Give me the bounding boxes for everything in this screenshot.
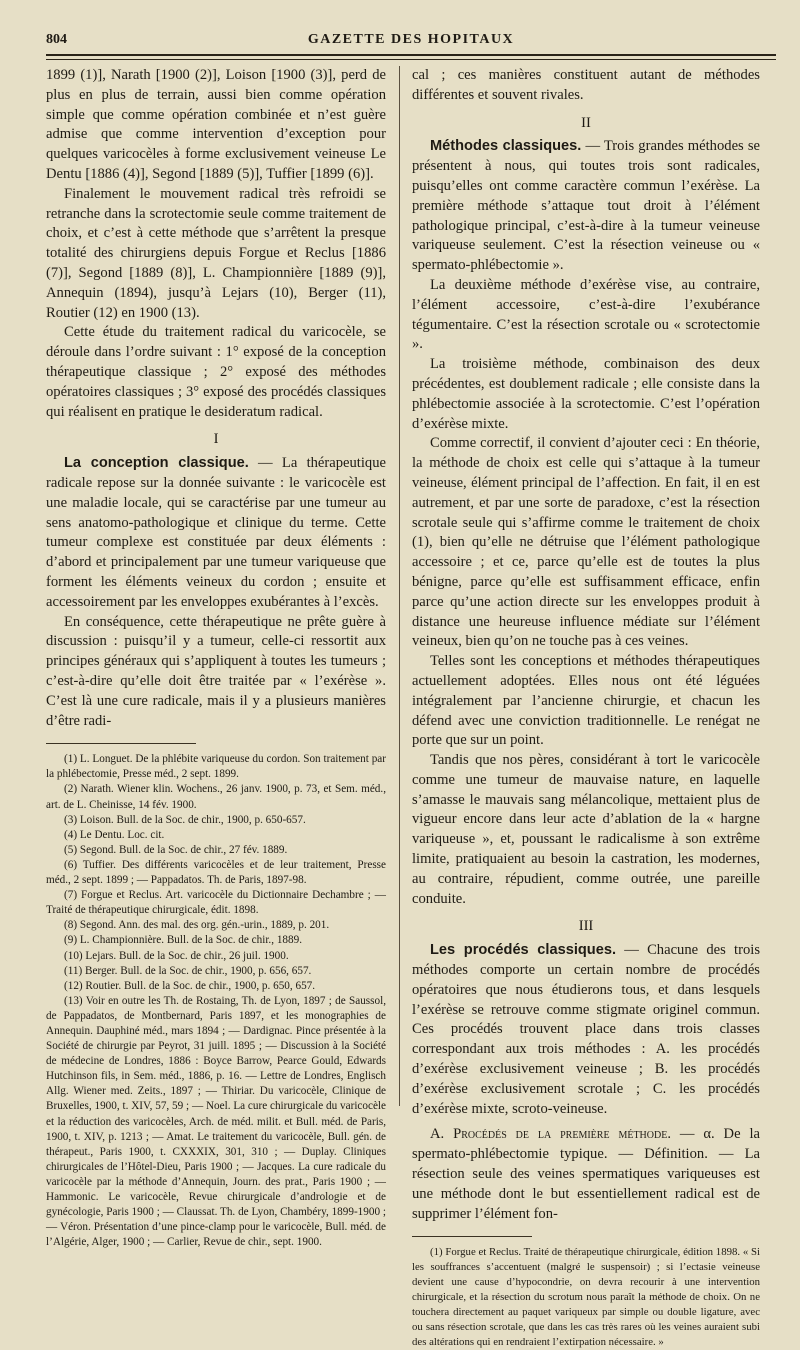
right-column <box>412 66 760 1350</box>
paragraph: Tandis que nos pères, considérant à tort le varicocèle comme une tumeur de mauvaise nature, en laquelle s’amasse le mauvais sang mélancolique, mettaient plus de vigueur encore dans leur acte d’ablation de la « hargne variqueuse », et, poussant le radicalisme à son extrême limite, pratiquaient au besoin la castration, les modernes, au contraire, répudient, comme outrée, une pareille conduite. <box>412 752 760 907</box>
section-number: II <box>581 114 591 131</box>
paragraph: En conséquence, cette thérapeutique ne prête guère à discussion : puisqu’il y a tumeur, celle-ci ressortit aux principes généraux qui s’appliquent à toutes les tumeurs ; c’est-à-dire qu’elle doit être traitée par « l’exérèse ». C’est là une cure radicale, mais il y a plusieurs manières d’être radi- <box>46 613 386 729</box>
footnote: (12) Routier. Bull. de la Soc. de chir., 1900, p. 650, 657. <box>64 979 316 992</box>
section-number: I <box>213 431 219 448</box>
paragraph <box>46 454 386 612</box>
subsection-heading: A. Procédés de la première méthode. <box>430 1126 671 1143</box>
paragraph <box>412 941 760 1119</box>
footnote: (5) Segond. Bull. de la Soc. de chir., 27 fév. 1889. <box>64 843 288 856</box>
footnote: (3) Loison. Bull. de la Soc. de chir., 1900, p. 650-657. <box>64 813 306 826</box>
paragraph <box>412 137 760 276</box>
footnote: (2) Narath. Wiener klin. Wochens., 26 janv. 1900, p. 73, et Sem. méd., art. de L. Cheinisse, 14 fév. 1900. <box>46 783 386 811</box>
paragraph: cal ; ces manières constituent autant de méthodes différentes et souvent rivales. <box>412 67 760 103</box>
paragraph: Comme correctif, il convient d’ajouter ceci : En théorie, la méthode de choix est celle qui s’attaque à la tumeur veineuse, élément principal de l’affection. En fait, il en est autrement, et par une sorte de paradoxe, c’est la résection scrotale seule qui s’affirme comme le traitement de choix (1), bien qu’elle ne détruise que l’élément pathologique accessoire ; et ce, parce qu’elle est de toutes la plus bénigne, parce qu’elle est suffisamment efficace, enfin parce qu’une action directe sur les enveloppes produit à distance une heureuse influence médiate sur l’élément veineux, bien qu’on ne touche pas à ces veines. <box>412 435 760 650</box>
paragraph-body: — La thérapeutique radicale repose sur la donnée suivante : le varicocèle est une maladie locale, qui se caractérise par une tumeur au sens anatomo-pathologique et clinique du terme. Cette tumeur complexe est constituée par deux éléments : d’abord et principalement par une tumeur variqueuse que forment les éléments veineux du cordon ; ensuite et accessoirement par les enveloppes exubérantes à l’excès. <box>46 455 386 610</box>
footnote: (1) Forgue et Reclus. Traité de thérapeutique chirurgicale, édition 1898. « Si les souffrances s’accentuent (malgré le suspensoir) ; si l’ectasie veineuse devient une cause d’hypocondrie, on devra recourir à une intervention chirurgicale, et la résection du scrotum nous paraît la méthode de choix. On ne touchera directement au paquet variqueux par simple ou double ligature, avec ou sans résection scrotale, que dans les cas très rares où les veines auraient subi des altérations qui en rendraient l’extirpation nécessaire. » <box>412 1246 760 1349</box>
footnote: (1) L. Longuet. De la phlébite variqueuse du cordon. Son traitement par la phlébectomie, Presse méd., 2 sept. 1899. <box>46 753 386 781</box>
paragraph-body: — Chacune des trois méthodes comporte un certain nombre de procédés opératoires que nous étudierons tous, et dans lesquels l’exérèse se retrouve comme stigmate originel commun. Ces procédés trouvent place dans trois classes correspondant aux trois méthodes : A. les procédés d’exérèse exclusivement veineuse ; B. les procédés d’exérèse exclusivement scrotale ; C. les procédés d’exérèse mixte, scroto-veineuse. <box>412 942 760 1117</box>
footnote: (10) Lejars. Bull. de la Soc. de chir., 26 juil. 1900. <box>64 949 289 962</box>
paragraph: Finalement le mouvement radical très refroidi se retranche dans la scrotectomie seule comme traitement de choix, et c’est à cette méthode que s’arrêtent la presque totalité des chirurgiens depuis Forgue et Reclus [1886 (7)], Segond [1889 (8)], L. Championnière [1889 (9)], Annequin (1894), jusqu’à Lejars (10), Berger (11), Routier (12) en 1900 (13). <box>46 185 386 321</box>
footnote: (9) L. Championnière. Bull. de la Soc. de chir., 1889. <box>64 934 302 947</box>
footnote-rule <box>46 743 196 744</box>
section-heading: Méthodes classiques. <box>430 138 582 155</box>
paragraph: Cette étude du traitement radical du varicocèle, se déroule dans l’ordre suivant : 1° exposé de la conception thérapeutique classique ; 2° exposé des méthodes opératoires classiques ; 3° exposé des procédés classiques qui réalisent en pratique le desideratum radical. <box>46 324 386 420</box>
paragraph: La deuxième méthode d’exérèse vise, au contraire, l’élément accessoire, c’est-à-dire l’exubérance tégumentaire. C’est la résection scrotale ou « scrotectomie ». <box>412 276 760 353</box>
footnote: (6) Tuffier. Des différents varicocèles et de leur traitement, Presse méd., 2 sept. 1899 ; — Pappadatos. Th. de Paris, 1897-98. <box>46 858 386 887</box>
paragraph-body: — Trois grandes méthodes se présentent à nous, qui toutes trois sont radicales, puisqu’elles ont comme caractère commun l’exérèse. La première méthode s’attaque tout droit à l’élément pathologique principal, c’est-à-dire à la tumeur veineuse variqueuse seulement. C’est la résection veineuse ou « spermato-phlébectomie ». <box>412 138 760 274</box>
paragraph: Telles sont les conceptions et méthodes thérapeutiques actuellement adoptées. Elles nous ont été léguées intégralement par l’ancienne chirurgie, et chacun les défend avec une conviction traditionnelle. Le renégat ne porte que sur un point. <box>412 653 760 749</box>
header-rule-thin <box>46 59 776 60</box>
section-number: III <box>578 918 594 935</box>
paragraph-body: — α. De la spermato-phlébectomie typique. — Définition. — La résection seule des veines spermatiques variqueuses est une méthode dont le but essentiellement radical est de supprimer l’élément fon- <box>412 1126 761 1222</box>
journal-title: GAZETTE DES HOPITAUX <box>307 32 515 47</box>
column-divider <box>399 66 400 1106</box>
footnote-rule <box>412 1236 532 1237</box>
footnote: (11) Berger. Bull. de la Soc. de chir., 1900, p. 656, 657. <box>64 964 312 977</box>
paragraph: 1899 (1)], Narath [1900 (2)], Loison [1900 (3)], perd de plus en plus de terrain, aussi bien comme opération simple que comme opération combinée et n’est guère admise que comme intervention d’exception pour quelques varicocèles à forme exclusivement veineuse Le Dentu [1886 (4)], Segond [1889 (5)], Tuffier [1899 (6)]. <box>46 67 386 182</box>
left-column <box>46 66 386 1250</box>
paragraph: La troisième méthode, combinaison des deux précédentes, est doublement radicale ; elle consiste dans la phlébectomie associée à la scrotectomie. C’est l’opération d’exérèse mixte. <box>412 356 760 432</box>
header-rule <box>46 54 776 56</box>
page-number: 804 <box>46 32 67 47</box>
paragraph <box>412 1125 760 1224</box>
footnote: (4) Le Dentu. Loc. cit. <box>64 828 165 841</box>
section-heading: La conception classique. <box>64 455 249 472</box>
page-header <box>46 26 776 56</box>
footnote: (7) Forgue et Reclus. Art. varicocèle du Dictionnaire Dechambre ; — Traité de thérapeutique chirurgicale, édit. 1898. <box>46 889 386 917</box>
footnote: (8) Segond. Ann. des mal. des org. gén.-urin., 1889, p. 201. <box>64 919 330 932</box>
footnotes <box>46 752 386 1250</box>
section-heading: Les procédés classiques. <box>430 942 617 959</box>
footnote: (13) Voir en outre les Th. de Rostaing, Th. de Lyon, 1897 ; de Saussol, de Pappadatos, de Montbernard, Paris 1897, et les monographies de Annequin. Dauphiné méd., mars 1894 ; — Dardignac. Pince présentée à la Société de chirurgie par Peyrot, 31 juill. 1895 ; — Discussion à la Société de médecine de Londres, 1886 : Boyce Barrow, Pearce Gould, Edwards Hutchinson fils, in Sem. méd., 1886, p. 16. — Lettre de Londres, Englisch Allg. Wiener med. Zeits., 1897 ; — Thiriar. Du varicocèle, Clinique de Bruxelles, 1900, t. XIV, 57, 59 ; — Noel. La cure chirurgicale du varicocèle et la réduction des varicocèles, Arch. de méd. milit. et Bull. méd. de Paris, 1900, t. XIV, p. 1213 ; — Amat. Le traitement du varicocèle, Bull. gén. de thérapeut., Paris 1900, t. CXXXIX, 301, 310 ; — Duplay. Cliniques chirurgicales de l’Hôtel-Dieu, Paris 1900 ; — Jacques. La cure radicale du varicocèle par la méthode d’Annequin, Journ. des prat., Paris 1900 ; — Hammonic. Le varicocèle, Revue chirurgicale d’andrologie et de gynécologie, Paris 1900 ; — Claussat. Th. de Lyon, Chambéry, 1899-1900 ; — Véron. Présentation d’une pince-clamp pour le varicocèle, Bull. méd. de l’Algérie, Alger, 1900 ; — Carlier, Revue de chir., sept. 1900. <box>46 994 386 1249</box>
footnotes <box>412 1245 760 1350</box>
